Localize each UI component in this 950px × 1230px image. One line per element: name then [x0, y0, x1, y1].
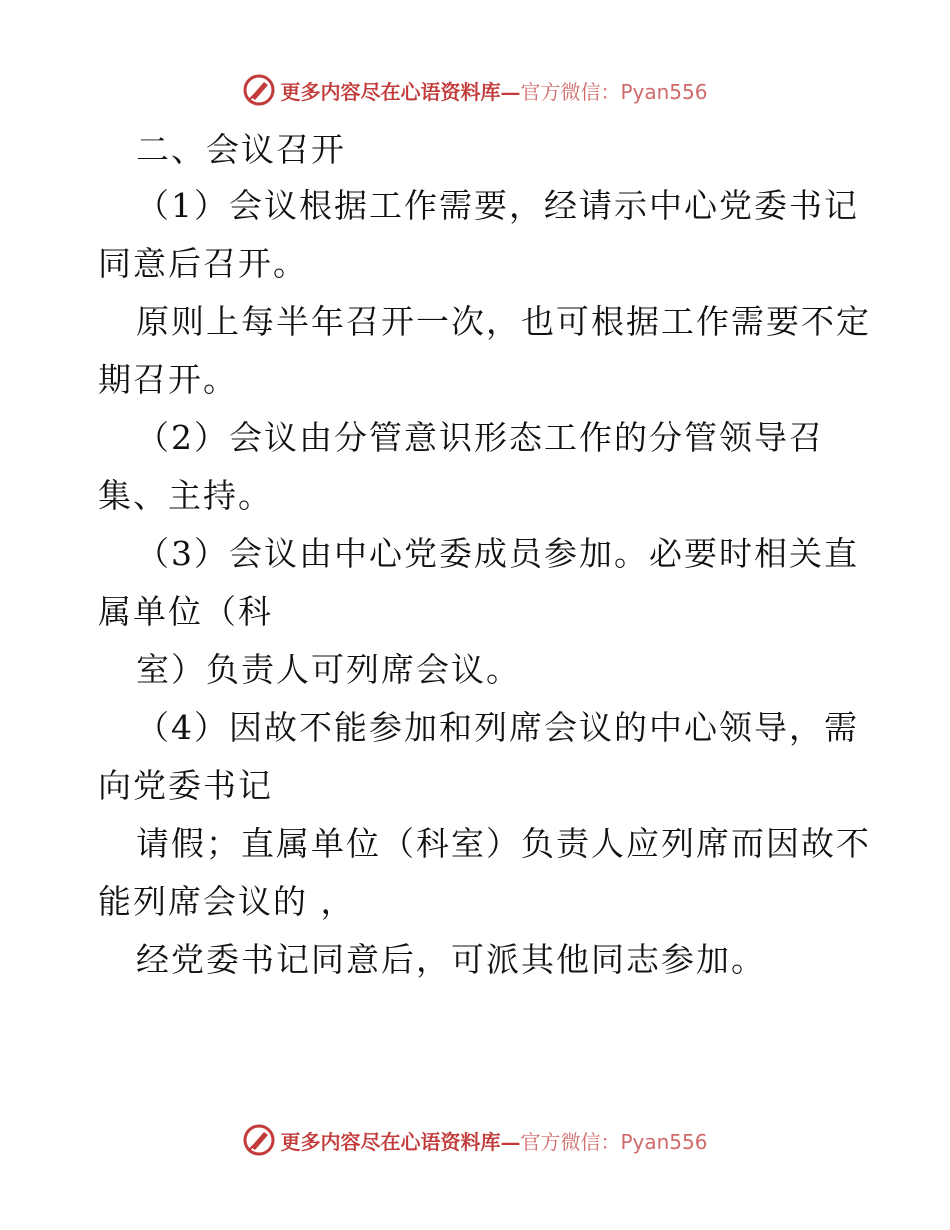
paragraph-line: 能列席会议的 ， — [98, 882, 356, 921]
paragraph-line: 原则上每半年召开一次，也可根据工作需要不定 — [136, 302, 871, 341]
paragraph-line: 向党委书记 — [98, 766, 273, 805]
quill-logo-icon — [242, 1123, 276, 1157]
watermark-main-text: 更多内容尽在心语资料库— — [280, 79, 521, 104]
watermark-wechat-text: 官方微信：Pyan556 — [520, 1129, 708, 1154]
paragraph-line: （1）会议根据工作需要，经请示中心党委书记 — [136, 186, 859, 225]
section-heading: 二、会议召开 — [136, 130, 346, 169]
quill-logo-icon — [242, 73, 276, 107]
paragraph-line: 属单位（科 — [98, 592, 273, 631]
watermark-main-text: 更多内容尽在心语资料库— — [280, 1129, 521, 1154]
paragraph-line: （2）会议由分管意识形态工作的分管领导召 — [136, 418, 824, 457]
paragraph-line: 经党委书记同意后，可派其他同志参加。 — [136, 940, 766, 979]
paragraph-line: 期召开。 — [98, 360, 238, 399]
paragraph-line: 请假；直属单位（科室）负责人应列席而因故不 — [136, 824, 871, 863]
paragraph-line: 集、主持。 — [98, 476, 273, 515]
paragraph-line: 同意后召开。 — [98, 244, 308, 283]
paragraph-line: （4）因故不能参加和列席会议的中心领导，需 — [136, 708, 859, 747]
footer-watermark — [0, 1120, 950, 1160]
header-watermark — [0, 70, 950, 110]
paragraph-line: （3）会议由中心党委成员参加。必要时相关直 — [136, 534, 859, 573]
paragraph-line: 室）负责人可列席会议。 — [136, 650, 521, 689]
watermark-wechat-text: 官方微信：Pyan556 — [520, 79, 708, 104]
